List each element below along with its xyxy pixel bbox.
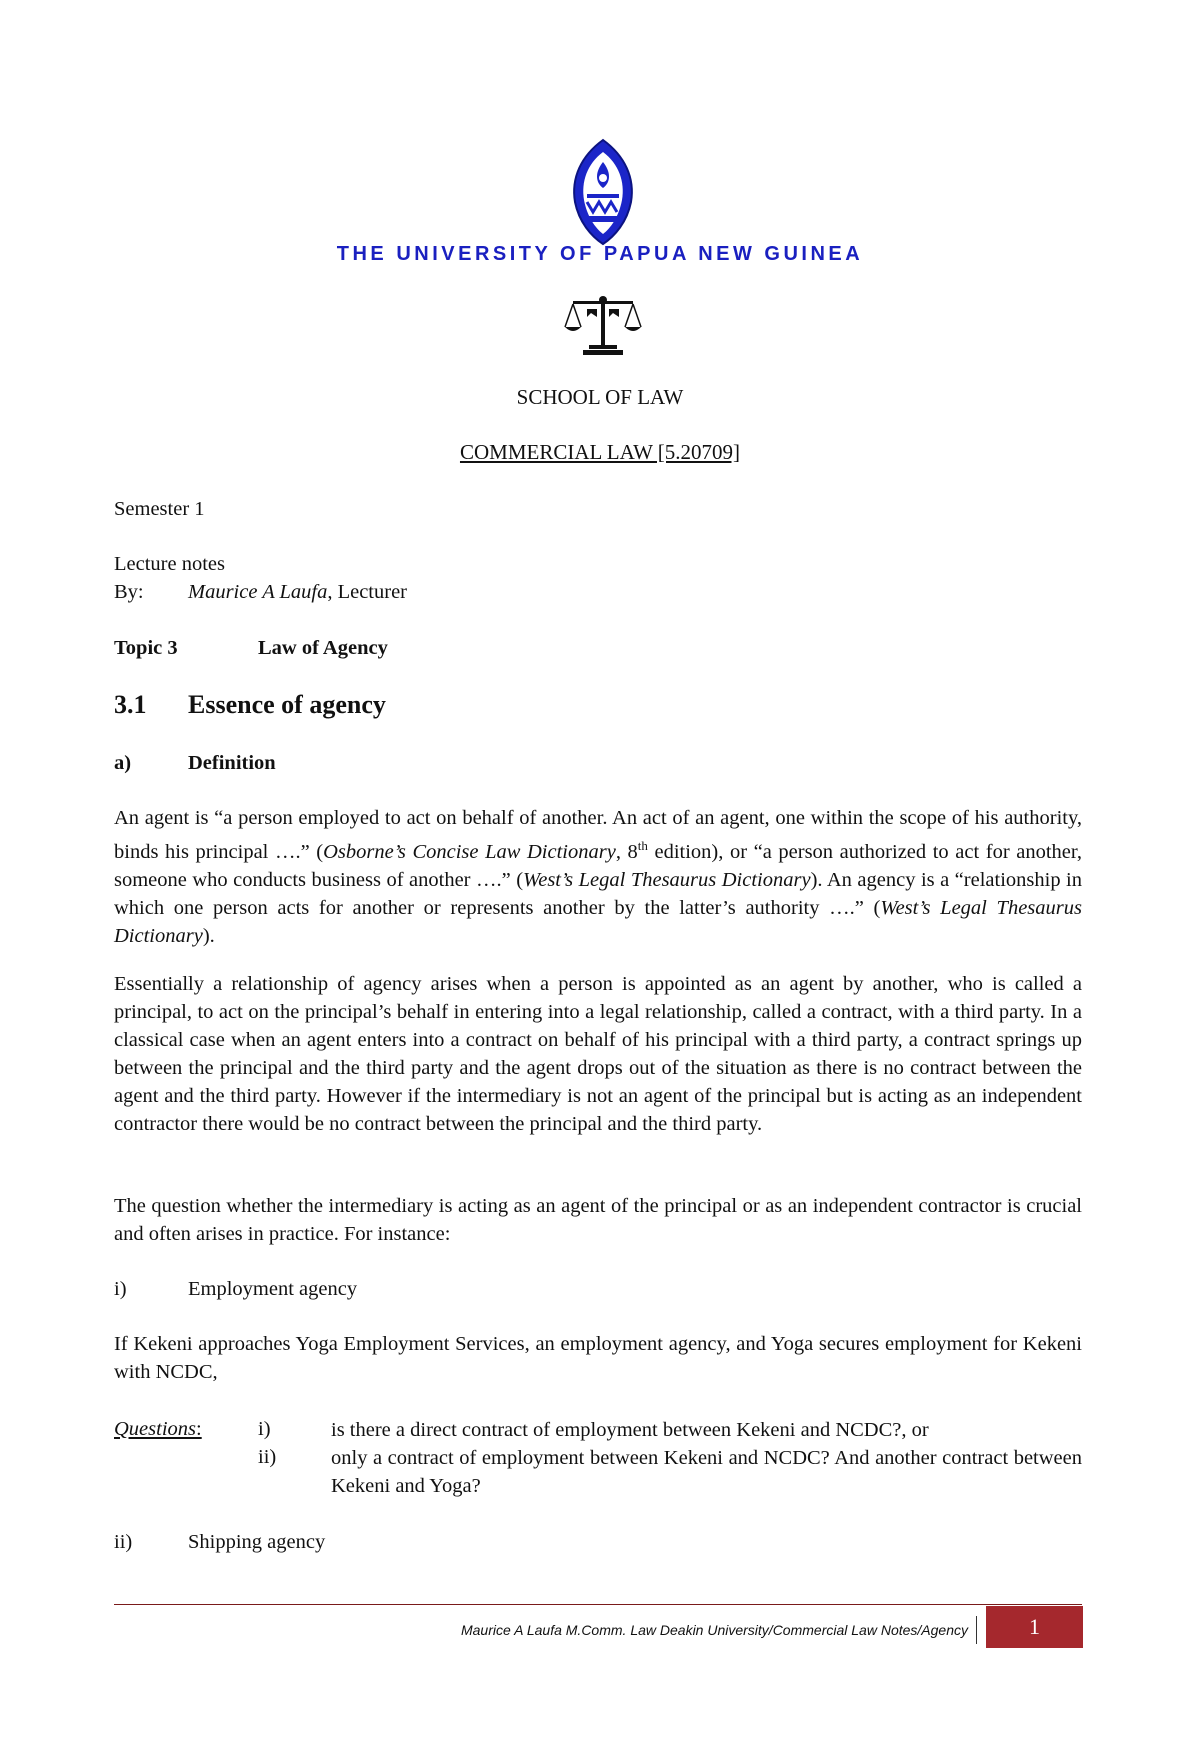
semester-text: Semester 1 [114, 498, 205, 520]
topic-label: Topic 3 [114, 637, 178, 659]
footer-text: Maurice A Laufa M.Comm. Law Deakin University/Commercial Law Notes/Agency [460, 1622, 968, 1638]
definition-text-2: , 8 [615, 840, 638, 863]
kekeni-paragraph: If Kekeni approaches Yoga Employment Services, an employment agency, and Yoga secures employment for Kekeni with NCDC, [114, 1333, 1082, 1383]
item-title: Employment agency [188, 1278, 358, 1300]
source-wests-2: West’s Legal Thesaurus Dictionary [114, 896, 1082, 947]
subsection-heading [114, 749, 276, 777]
list-item-employment [114, 1275, 358, 1303]
author-line [114, 578, 407, 606]
by-label: By: [114, 581, 144, 603]
author-name: Maurice A Laufa [188, 581, 328, 603]
source-osborne: Osborne’s Concise Law Dictionary [323, 840, 616, 863]
scales-of-justice-icon [563, 293, 643, 357]
question-number: ii) [258, 1446, 277, 1468]
source-wests-1: West’s Legal Thesaurus Dictionary [523, 868, 811, 891]
questions-colon: : [196, 1418, 202, 1440]
university-crest-logo [567, 138, 639, 246]
course-title: COMMERCIAL LAW [5.20709] [459, 440, 741, 464]
lecture-notes-text: Lecture notes [114, 553, 225, 575]
essence-paragraph: Essentially a relationship of agency arises when a person is appointed as an agent by another, who is called a principal, to act on the principal’s behalf in entering into a legal relationship, called a contract, with a third party. In a classical case when an agent enters into a contract on behalf of his principal with a third party, a contract springs up between the principal and the third party and the agent drops out of the situation as there is no contract between the agent and the third party. However if the intermediary is not an agent of the principal but is acting as an independent contractor there would be no contract between the principal and the third party. [114, 973, 1082, 1135]
definition-text-3: edition), or “a person authorized to act for another, someone who conducts business of another ….” ( [114, 840, 1082, 891]
footer-rule [114, 1604, 1082, 1605]
author-role: , Lecturer [327, 581, 407, 603]
section-number: 3.1 [114, 690, 147, 719]
question-paragraph: The question whether the intermediary is acting as an agent of the principal or as an independent contractor is crucial and often arises in practice. For instance: [114, 1195, 1082, 1245]
item-title: Shipping agency [188, 1531, 326, 1553]
subsection-label: a) [114, 752, 132, 774]
edition-superscript: th [637, 838, 648, 853]
question-text: is there a direct contract of employment between Kekeni and NCDC?, or [331, 1419, 929, 1441]
footer-divider [976, 1616, 977, 1644]
definition-text-4: ). An agency is a “relationship in which one person acts for another or represents another by the latter’s authority ….” ( [114, 868, 1082, 919]
definition-text-1: An agent is “a person employed to act on behalf of another. An act of an agent, one within the scope of his authority, binds his principal ….” ( [114, 807, 1082, 863]
questions-label [114, 1418, 202, 1441]
questions-label-text: Questions [114, 1418, 196, 1440]
definition-text-5: ). [202, 924, 215, 947]
item-number: i) [114, 1278, 127, 1300]
list-item-shipping [114, 1528, 326, 1556]
page-number: 1 [986, 1606, 1083, 1648]
topic-title: Law of Agency [258, 637, 388, 659]
author-credit [188, 578, 407, 606]
university-name: THE UNIVERSITY OF PAPUA NEW GUINEA [336, 243, 864, 265]
question-text: only a contract of employment between Kekeni and NCDC? And another contract between Kekeni and Yoga? [331, 1447, 1082, 1497]
question-number: i) [258, 1418, 271, 1440]
section-heading [114, 690, 386, 720]
section-title: Essence of agency [188, 690, 386, 719]
definition-paragraph [114, 804, 1082, 950]
item-number: ii) [114, 1531, 133, 1553]
topic-line [114, 634, 388, 662]
subsection-title: Definition [188, 752, 276, 774]
school-name: SCHOOL OF LAW [516, 385, 684, 409]
